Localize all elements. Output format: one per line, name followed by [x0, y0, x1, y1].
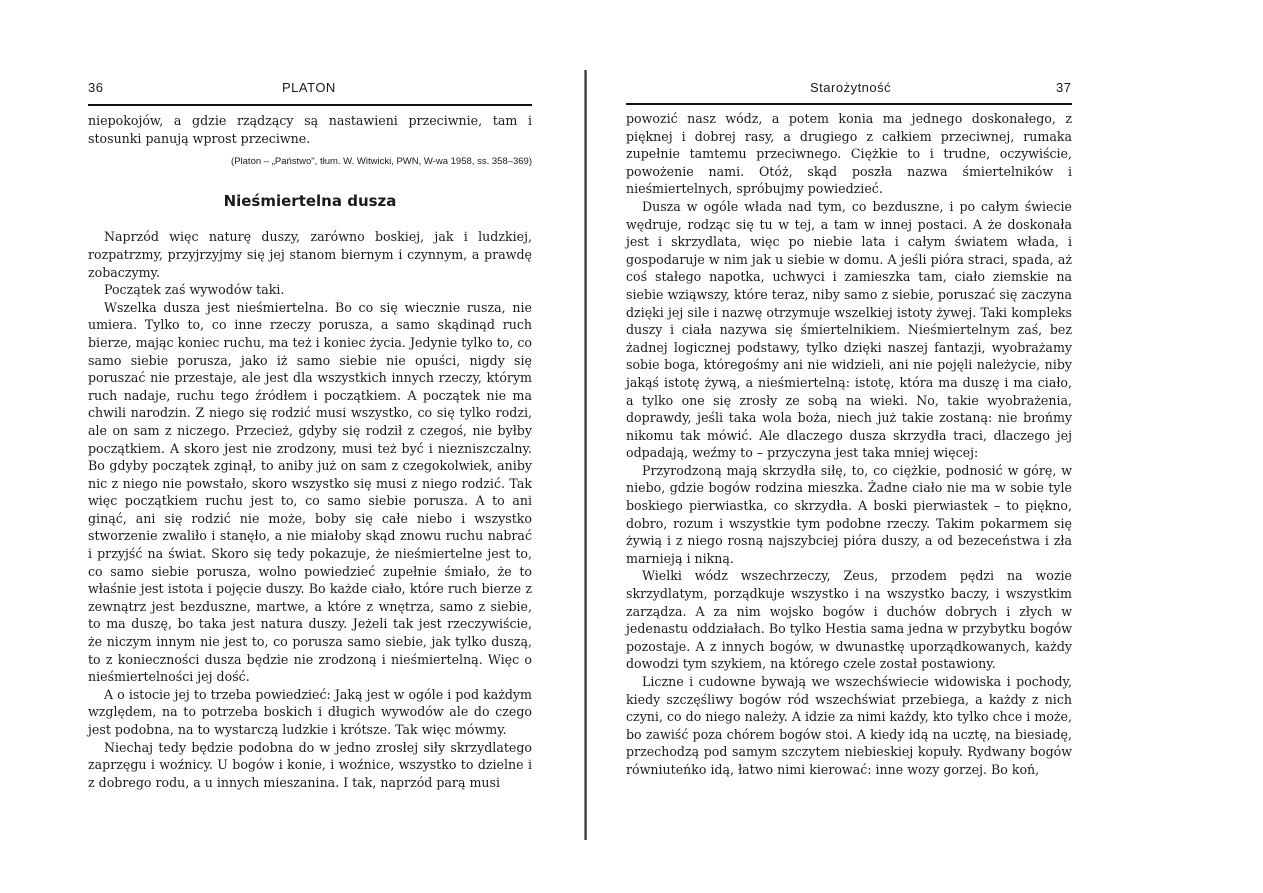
- paragraph: Niechaj tedy będzie podobna do w jedno zrosłej siły skrzydlatego zaprzęgu i woźnicy. U bogów i konie, i woźnice, wszystko to dzielne i z dobrego rodu, a u innych mieszanina. I tak, naprzód parą musi: [88, 739, 532, 790]
- book-spine: [584, 70, 587, 840]
- paragraph: Wielki wódz wszechrzeczy, Zeus, przodem pędzi na wozie skrzydlatym, porządkuje wszystko i na wszystko baczy, i wszystkim zarządza. A za nim wojsko bogów i duchów dobrych i złych w jedenastu oddziałach. Bo tylko Hestia sama jedna w przybytku bogów pozostaje. A z innych bogów, w dwunastkę uporządkowanych, każdy dowodzi tym szykiem, na którego czele został postawiony.: [626, 568, 1072, 672]
- left-page: [0, 0, 585, 893]
- top-paragraph: niepokojów, a gdzie rządzący są nastawieni przeciwnie, tam i stosunki panują wprost przeciwne.: [88, 113, 532, 146]
- paragraph: powozić nasz wódz, a potem konia ma jednego doskonałego, z pięknej i dobrej rasy, a drugiego z całkiem przeciwnej, rumaka zupełnie tamtemu przeciwnego. Ciężkie to i trudne, oczywiście, powożenie nami. Otóż, skąd poszła nazwa śmiertelników i nieśmiertelnych, spróbujmy powiedzieć.: [626, 111, 1072, 197]
- right-page: [590, 0, 1263, 893]
- left-header-rule: [88, 104, 532, 106]
- right-page-number: 37: [1056, 80, 1072, 95]
- left-running-head: PLATON: [282, 80, 336, 95]
- right-running-head: Starożytność: [810, 80, 892, 95]
- paragraph: Przyrodzoną mają skrzydła siłę, to, co ciężkie, podnosić w górę, w niebo, gdzie bogów rodzina mieszka. Żadne ciało nie ma w sobie tyle boskiego pierwiastka, co skrzydła. A boski pierwiastek – to piękno, dobro, rozum i wszystkie tym podobne rzeczy. Takim pokarmem się żywią i z niego rosną najszybciej pióra duszy, a od bezeceństwa i zła marnieją i nikną.: [626, 462, 1072, 566]
- paragraph: Początek zaś wywodów taki.: [104, 282, 285, 298]
- left-page-number: 36: [88, 80, 104, 95]
- paragraph: Wszelka dusza jest nieśmiertelna. Bo co się wiecznie rusza, nie umiera. Tylko to, co inne rzeczy porusza, a samo skądinąd ruch bierze, mając koniec ruchu, ma też i koniec życia. Jedynie tylko to, co samo siebie porusza, jako iż samo siebie nie opuści, nigdy się poruszać nie przestaje, ale jest dla wszystkich innych rzeczy, którym ruch nadaje, ruchu tego źródłem i początkiem. A początek nie ma chwili narodzin. Z niego się rodzić musi wszystko, co się tylko rodzi, ale on sam z niczego. Przecież, gdyby się rodził z czegoś, nie byłby początkiem. A skoro jest nie zrodzony, musi też być i niezniszczalny. Bo gdyby początek zginął, to aniby już on sam z czegokolwiek, aniby nic z niego nie powstało, skoro wszystko się musi z niego rodzić. Tak więc początkiem ruchu jest to, co samo siebie porusza. A to ani ginąć, ani się rodzić nie może, boby się całe niebo i wszystko stworzenie zwaliło i stanęło, a nie miałoby skąd znowu ruchu nabrać i przyjść na świat. Skoro się tedy pokazuje, że nieśmiertelne jest to, co samo siebie porusza, wolno powiedzieć zupełnie śmiało, że to właśnie jest istota i pojęcie duszy. Bo każde ciało, które ruch bierze z zewnątrz jest bezduszne, martwe, a które z wnętrza, samo z siebie, to ma duszę, bo taka jest natura duszy. Jeżeli tak jest rzeczywiście, że niczym innym nie jest to, co porusza samo siebie, jak tylko duszą, to z konieczności dusza będzie nie zrodzoną i nieśmiertelną. Więc o nieśmiertelności jej dość.: [88, 299, 532, 685]
- right-page-text: [626, 110, 1072, 779]
- right-header-rule: [626, 103, 1072, 105]
- section-title: Nieśmiertelna dusza: [223, 191, 397, 210]
- left-page-text: [88, 112, 532, 791]
- citation: (Platon – „Państwo", tłum. W. Witwicki, PWN, W-wa 1958, ss. 358–369): [231, 156, 532, 168]
- paragraph: Liczne i cudowne bywają we wszechświecie widowiska i pochody, kiedy szczęśliwy bogów ród wszechświat przebiega, a każdy z nich czyni, co do niego należy. A idzie za nimi każdy, kto tylko chce i może, bo zawiść poza chórem bogów stoi. A kiedy idą na ucztę, na biesiadę, przechodzą pod samym szczytem niebieskiej kopuły. Rydwany bogów równiuteńko idą, łatwo nimi kierować: inne wozy gorzej. Bo koń,: [626, 674, 1072, 777]
- paragraph: A o istocie jej to trzeba powiedzieć: Jaką jest w ogóle i pod każdym względem, na to potrzeba boskich i długich wywodów ale do czego jest podobna, na to wystarczą ludzkie i krótsze. Tak więc mówmy.: [88, 686, 532, 737]
- paragraph: Dusza w ogóle włada nad tym, co bezduszne, i po całym świecie wędruje, rodząc się tu w tej, a tam w innej postaci. A że doskonała jest i skrzydlata, więc po niebie lata i całym światem włada, i gospodaruje w nim jak u siebie w domu. A jeśli pióra straci, spada, aż coś stałego napotka, uchwyci i zamieszka tam, ciało ziemskie na siebie wziąwszy, które teraz, niby samo z siebie, poruszać się zaczyna dzięki jej sile i nazwę otrzymuje wszelkiej istoty żywej. Taki kompleks duszy i ciała nazywa się śmiertelnikiem. Nieśmiertelnym zaś, bez żadnej logicznej podstawy, tylko dzięki naszej fantazji, wyobrażamy sobie boga, któregośmy ani nie widzieli, ani nie pojęli należycie, niby jakąś istotę żywą, a nieśmiertelną: istotę, która ma duszę i ma ciało, a tylko one się zrosły ze sobą na wieki. No, takie wyobrażenia, doprawdy, jeśli taka wola boża, niech już takie zostaną: nie brońmy nikomu tak mówić. Ale dlaczego dusza skrzydła traci, dlaczego jej odpadają, weźmy to – przyczyna jest taka mniej więcej:: [626, 198, 1072, 461]
- paragraph: Naprzód więc naturę duszy, zarówno boskiej, jak i ludzkiej, rozpatrzmy, przyjrzyjmy się jej stanom biernym i czynnym, a prawdę zobaczymy.: [88, 229, 532, 280]
